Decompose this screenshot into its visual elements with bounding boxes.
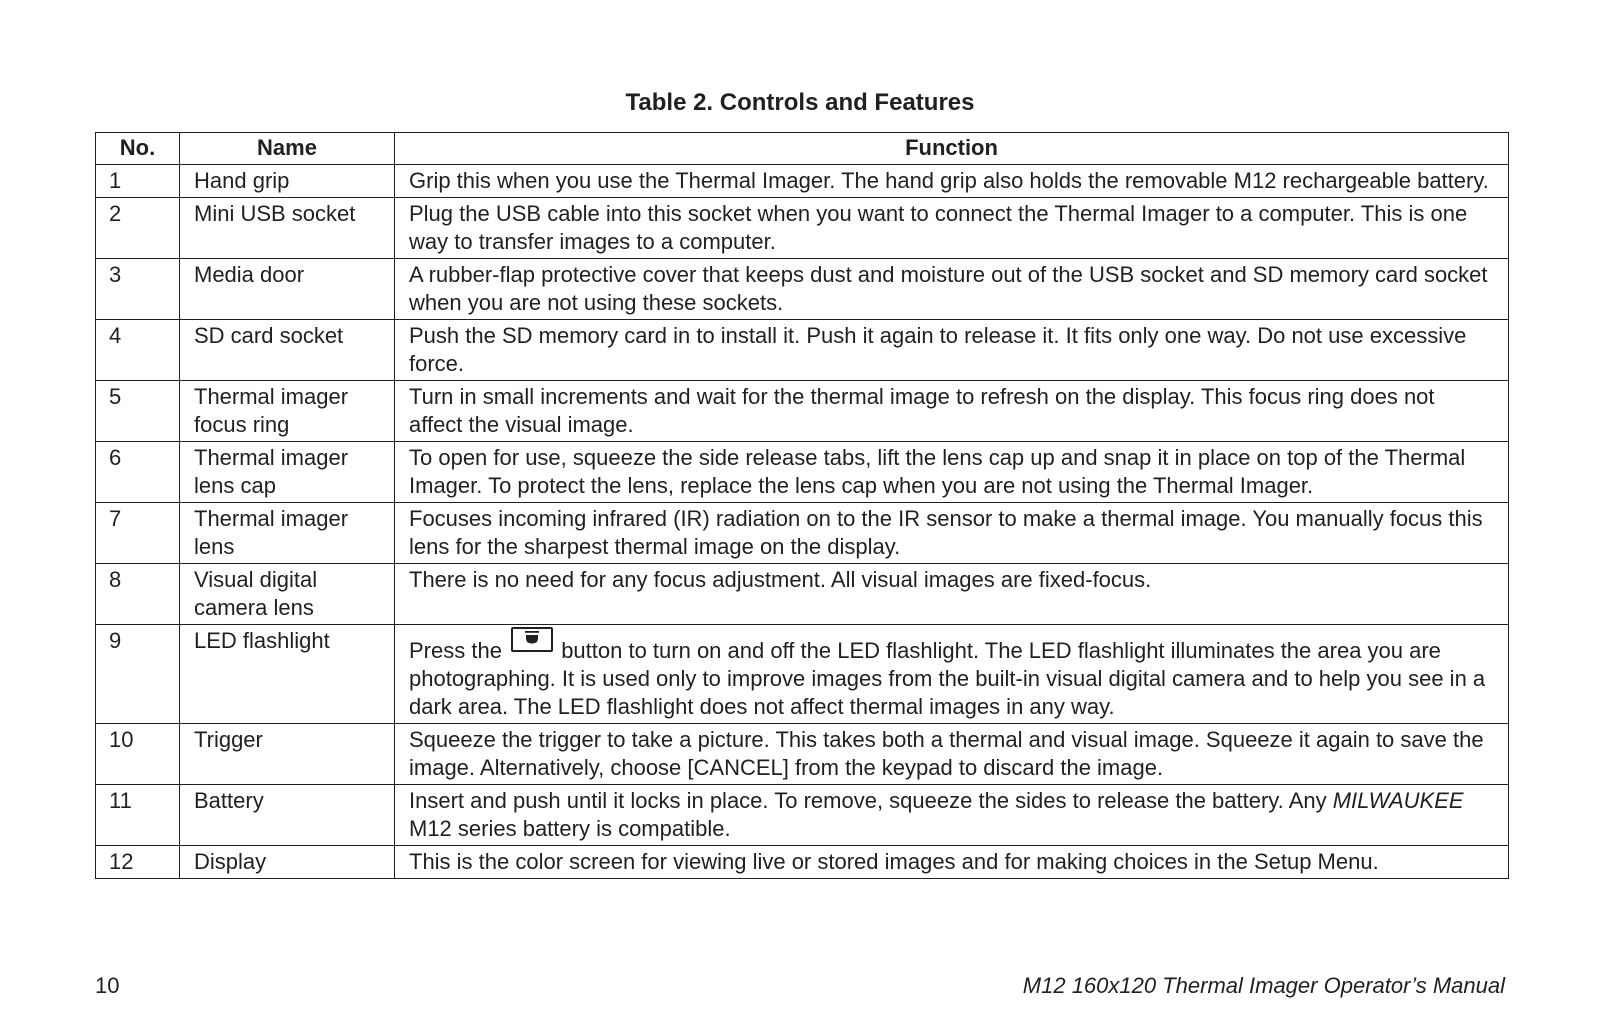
row-name: Battery [180,785,395,846]
row-number: 1 [96,165,180,198]
table-row [96,785,1509,846]
table-row [96,165,1509,198]
row-function: Push the SD memory card in to install it. Push it again to release it. It fits only one way. Do not use excessive force. [395,320,1509,381]
row-name: Trigger [180,724,395,785]
function-text-after-brand: M12 series battery is compatible. [409,816,731,841]
table-row [96,625,1509,724]
row-name: Thermal imager lens [180,503,395,564]
row-function: Focuses incoming infrared (IR) radiation on to the IR sensor to make a thermal image. You manually focus this lens for the sharpest thermal image on the display. [395,503,1509,564]
header-function: Function [395,133,1509,165]
row-function: To open for use, squeeze the side release tabs, lift the lens cap up and snap it in place on top of the Thermal Imager. To protect the lens, replace the lens cap when you are not using the Thermal Imager. [395,442,1509,503]
row-number: 3 [96,259,180,320]
row-number: 7 [96,503,180,564]
row-name: SD card socket [180,320,395,381]
table-row [96,442,1509,503]
row-function: There is no need for any focus adjustment. All visual images are fixed-focus. [395,564,1509,625]
row-function: A rubber-flap protective cover that keeps dust and moisture out of the USB socket and SD memory card socket when you are not using these sockets. [395,259,1509,320]
table-row [96,564,1509,625]
table-header-row [96,133,1509,165]
row-name: Visual digital camera lens [180,564,395,625]
row-function: Squeeze the trigger to take a picture. This takes both a thermal and visual image. Squeeze it again to save the image. Alternatively, choose [CANCEL] from the keypad to discard the image. [395,724,1509,785]
row-name: Display [180,846,395,879]
table-row [96,846,1509,879]
table-row [96,503,1509,564]
row-function: This is the color screen for viewing live or stored images and for making choices in the Setup Menu. [395,846,1509,879]
table-caption: Table 2. Controls and Features [625,89,975,116]
function-text-before-brand: Insert and push until it locks in place. To remove, squeeze the sides to release the battery. Any [409,788,1327,813]
row-name: Thermal imager focus ring [180,381,395,442]
table-row [96,320,1509,381]
header-no: No. [96,133,180,165]
row-function [395,785,1509,846]
row-function [395,625,1509,724]
row-number: 2 [96,198,180,259]
function-text-before-icon: Press the [409,638,502,663]
header-name: Name [180,133,395,165]
row-number: 8 [96,564,180,625]
row-name: Thermal imager lens cap [180,442,395,503]
brand-name: MILWAUKEE [1332,788,1464,813]
table-row [96,724,1509,785]
function-text-after-icon: button to turn on and off the LED flashlight. The LED flashlight illuminates the area you are photographing. It is used only to improve images from the built-in visual digital camera and to help you see in a dark area. The LED flashlight does not affect thermal images in any way. [409,638,1486,719]
row-number: 5 [96,381,180,442]
row-function: Plug the USB cable into this socket when you want to connect the Thermal Imager to a computer. This is one way to transfer images to a computer. [395,198,1509,259]
row-number: 9 [96,625,180,724]
flashlight-key-icon [511,627,553,652]
table-row [96,381,1509,442]
row-number: 11 [96,785,180,846]
row-number: 12 [96,846,180,879]
row-name: Hand grip [180,165,395,198]
table-row [96,198,1509,259]
page-number: 10 [95,973,120,998]
row-number: 4 [96,320,180,381]
row-name: LED flashlight [180,625,395,724]
row-function: Turn in small increments and wait for the thermal image to refresh on the display. This focus ring does not affect the visual image. [395,381,1509,442]
row-name: Mini USB socket [180,198,395,259]
row-number: 10 [96,724,180,785]
manual-title: M12 160x120 Thermal Imager Operator’s Manual [1022,973,1505,998]
row-name: Media door [180,259,395,320]
row-number: 6 [96,442,180,503]
controls-features-table [95,132,1509,879]
table-row [96,259,1509,320]
row-function: Grip this when you use the Thermal Imager. The hand grip also holds the removable M12 rechargeable battery. [395,165,1509,198]
